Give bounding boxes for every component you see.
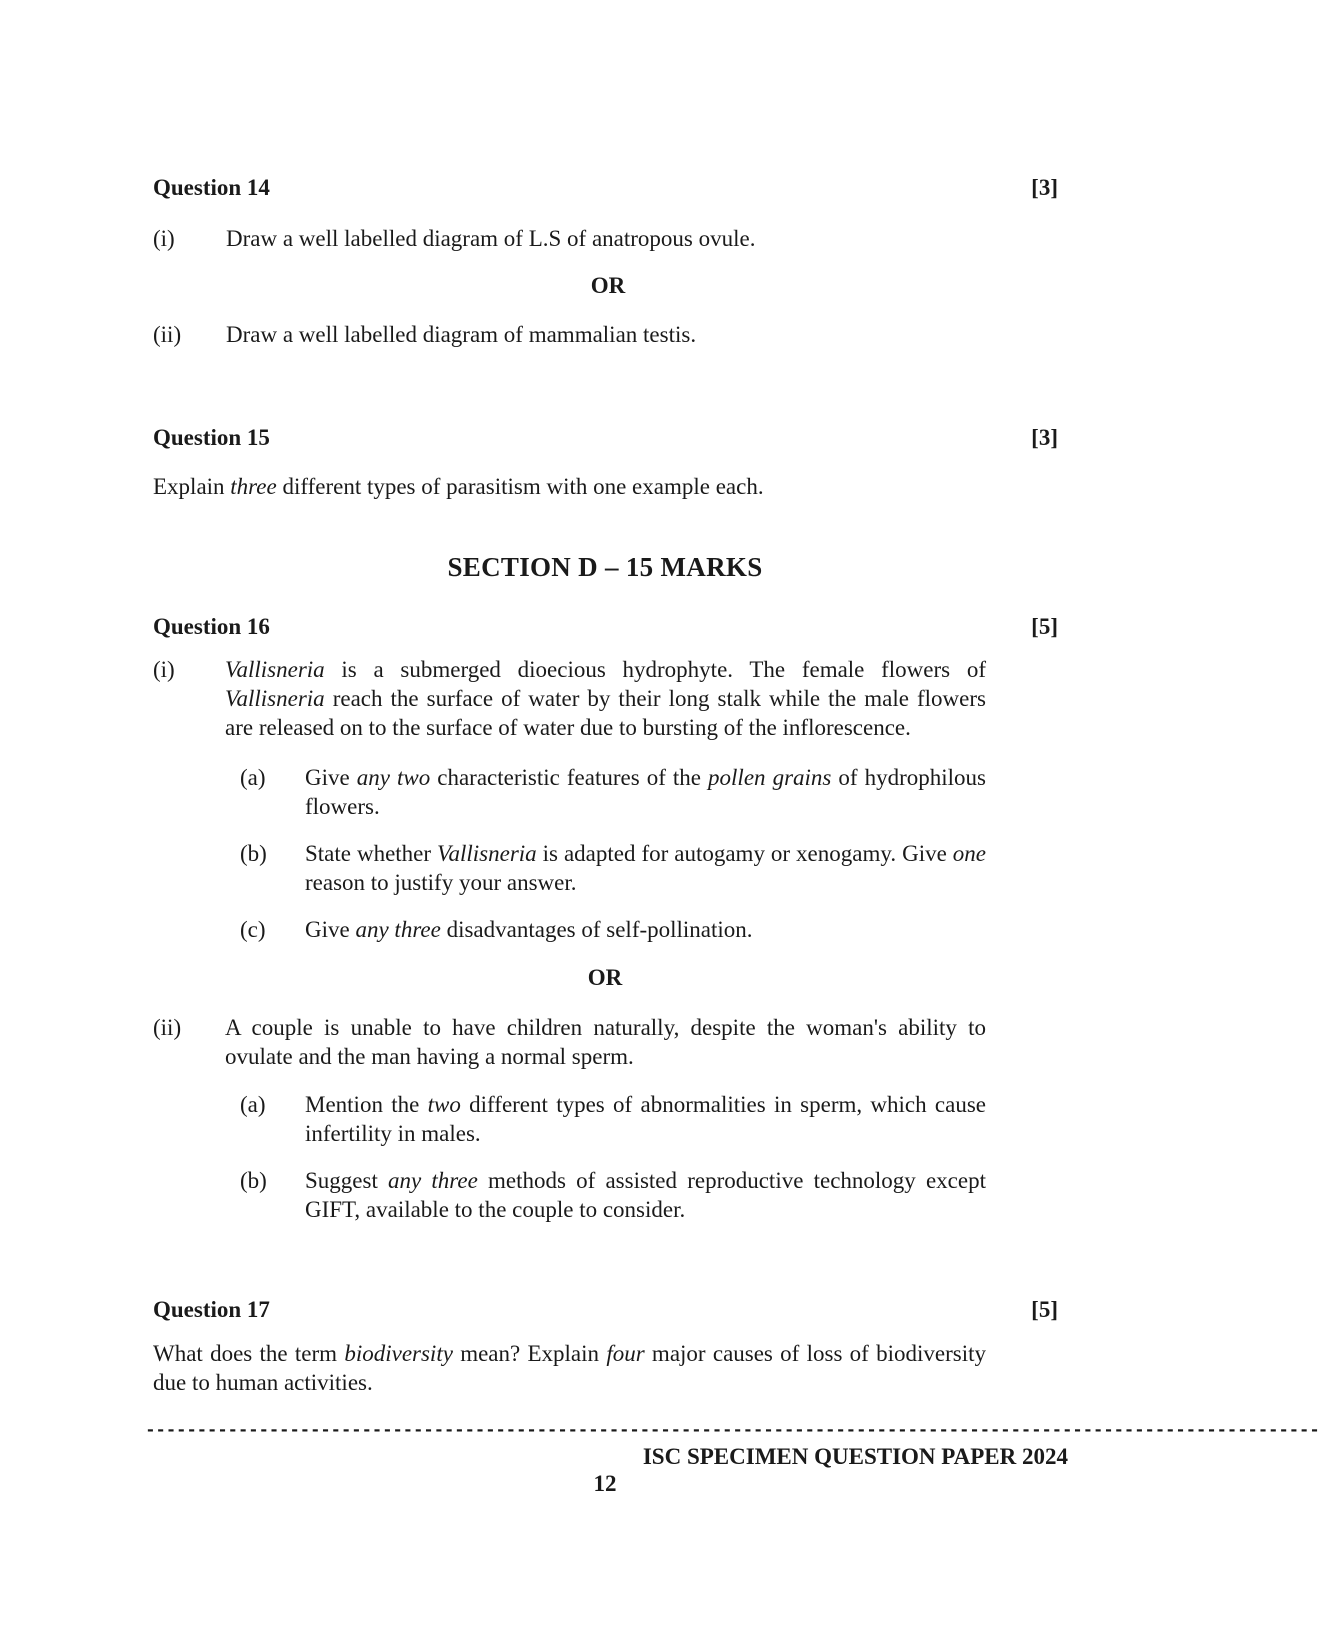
question-15-title: Question 15	[153, 425, 270, 450]
q16-or-label: OR	[587, 965, 623, 990]
q16-part-i-text: Vallisneria is a submerged dioecious hydrophyte. The female flowers of Vallisneria reach the surface of water by their long stalk while the male flowers are released on to the surface of water due to bursting of the inflorescence.	[225, 657, 986, 740]
page-number: 12	[593, 1471, 617, 1496]
question-16-marks: [5]	[1031, 614, 1058, 639]
question-17-title: Question 17	[153, 1297, 270, 1322]
q16-part-i-number: (i)	[153, 657, 175, 682]
q16-ii-b-number: (b)	[240, 1168, 267, 1193]
q16-i-b-number: (b)	[240, 841, 267, 866]
q14-or-label: OR	[590, 273, 626, 298]
q14-part-ii-text: Draw a well labelled diagram of mammalian testis.	[226, 322, 697, 347]
question-16-title: Question 16	[153, 614, 270, 639]
q14-part-i-number: (i)	[153, 226, 175, 251]
footer-dashed-rule: ------------------------------------------------------------------------------------------------------------------	[145, 1421, 1319, 1441]
q16-ii-b-text: Suggest any three methods of assisted reproductive technology except GIFT, available to the couple to consider.	[305, 1168, 986, 1222]
q14-part-i-text: Draw a well labelled diagram of L.S of anatropous ovule.	[226, 226, 756, 251]
q15-text: Explain three different types of parasitism with one example each.	[153, 474, 764, 499]
question-15-marks: [3]	[1031, 425, 1058, 450]
q16-part-ii-number: (ii)	[153, 1015, 182, 1040]
question-14-marks: [3]	[1031, 175, 1058, 200]
q16-i-b-text: State whether Vallisneria is adapted for autogamy or xenogamy. Give one reason to justify your answer.	[305, 841, 986, 895]
q16-i-a-number: (a)	[240, 765, 266, 790]
q16-ii-a-number: (a)	[240, 1092, 266, 1117]
q16-i-a-text: Give any two characteristic features of the pollen grains of hydrophilous flowers.	[305, 765, 986, 819]
question-17-marks: [5]	[1031, 1297, 1058, 1322]
q14-part-ii-number: (ii)	[153, 322, 182, 347]
q16-i-c-number: (c)	[240, 917, 266, 942]
footer-title: ISC SPECIMEN QUESTION PAPER 2024	[642, 1444, 1068, 1469]
section-d-heading: SECTION D – 15 MARKS	[447, 552, 763, 582]
q16-ii-a-text: Mention the two different types of abnormalities in sperm, which cause infertility in males.	[305, 1092, 986, 1146]
q17-text: What does the term biodiversity mean? Explain four major causes of loss of biodiversity due to human activities.	[153, 1341, 986, 1395]
q16-i-c-text: Give any three disadvantages of self-pollination.	[305, 917, 753, 942]
question-14-title: Question 14	[153, 175, 270, 200]
q16-part-ii-text: A couple is unable to have children naturally, despite the woman's ability to ovulate and the man having a normal sperm.	[225, 1015, 986, 1069]
